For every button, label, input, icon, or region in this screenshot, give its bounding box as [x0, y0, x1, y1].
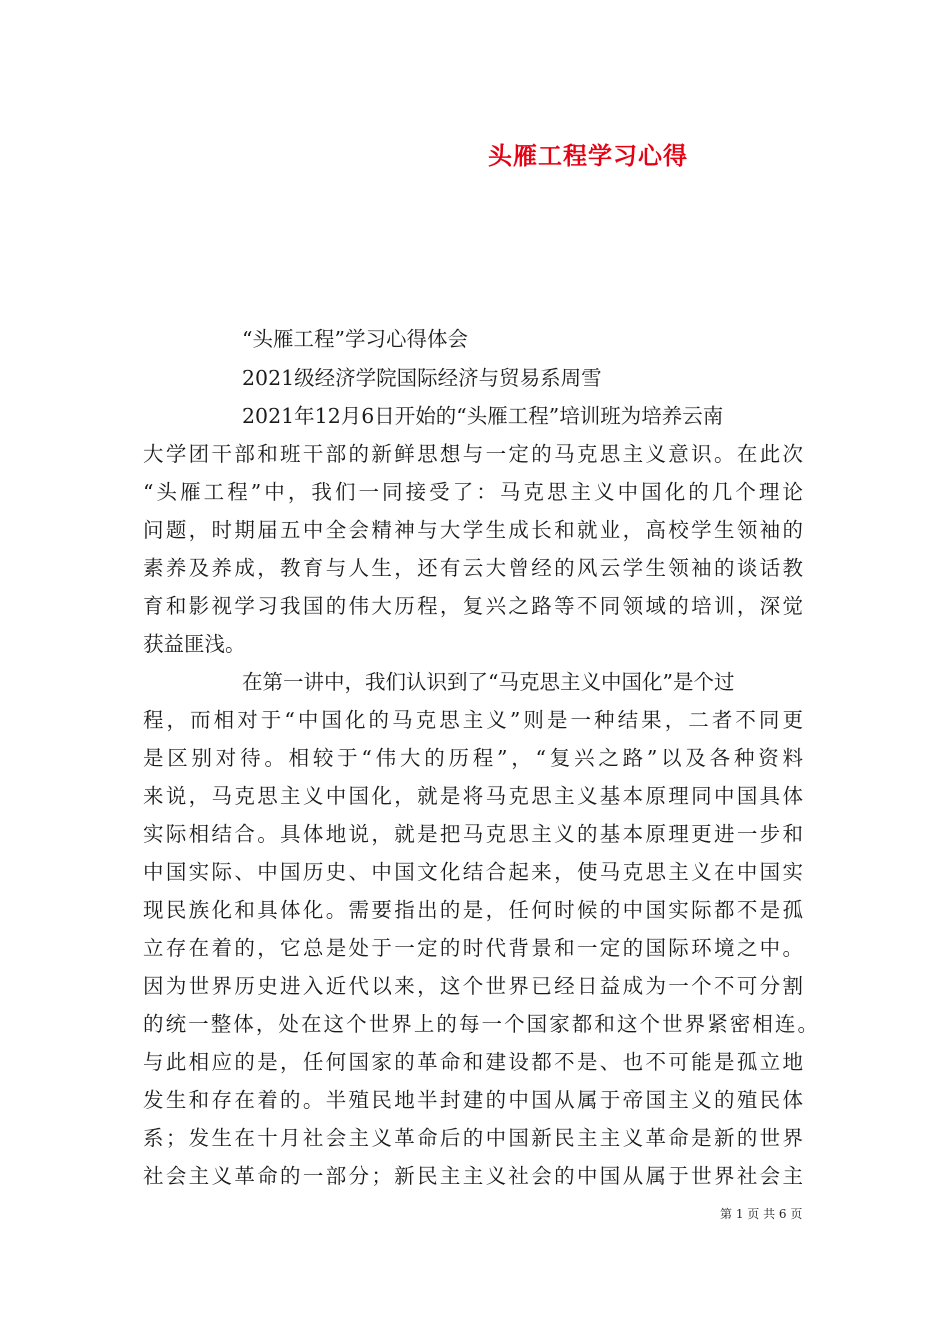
paragraph-2-line-10: 的统一整体，处在这个世界上的每一个国家都和这个世界紧密相连。 — [143, 1012, 818, 1036]
paragraph-2-line-5: 实际相结合。具体地说，就是把马克思主义的基本原理更进一步和 — [143, 822, 803, 846]
paragraph-2-line-2: 程，而相对于“中国化的马克思主义”则是一种结果，二者不同更 — [143, 708, 803, 732]
paragraph-2-line-9: 因为世界历史进入近代以来，这个世界已经日益成为一个不可分割 — [143, 974, 803, 998]
paragraph-2-line-12: 发生和存在着的。半殖民地半封建的中国从属于帝国主义的殖民体 — [143, 1088, 803, 1112]
paragraph-1-line-1: 2021年12月6日开始的“头雁工程”培训班为培养云南 — [242, 404, 724, 428]
paragraph-1-line-7: 获益匪浅。 — [143, 632, 246, 656]
paragraph-2-line-4: 来说，马克思主义中国化，就是将马克思主义基本原理同中国具体 — [143, 784, 803, 808]
paragraph-2-line-3: 是区别对待。相较于“伟大的历程”，“复兴之路”以及各种资料 — [143, 746, 803, 770]
page-number-footer: 第 1 页 共 6 页 — [720, 1207, 803, 1221]
document-title: 头雁工程学习心得 — [488, 141, 688, 170]
paragraph-2-line-8: 立存在着的，它总是处于一定的时代背景和一定的国际环境之中。 — [143, 936, 803, 960]
paragraph-1-line-2: 大学团干部和班干部的新鲜思想与一定的马克思主义意识。在此次 — [143, 442, 803, 466]
paragraph-1-line-4: 问题，时期届五中全会精神与大学生成长和就业，高校学生领袖的 — [143, 518, 803, 542]
paragraph-1-line-3: “头雁工程”中，我们一同接受了：马克思主义中国化的几个理论 — [143, 480, 803, 504]
paragraph-2-line-13: 系；发生在十月社会主义革命后的中国新民主主义革命是新的世界 — [143, 1126, 803, 1150]
paragraph-2-line-6: 中国实际、中国历史、中国文化结合起来，使马克思主义在中国实 — [143, 860, 803, 884]
paragraph-2-line-14: 社会主义革命的一部分；新民主主义社会的中国从属于世界社会主 — [143, 1164, 803, 1188]
paragraph-1-line-6: 育和影视学习我国的伟大历程，复兴之路等不同领域的培训，深觉 — [143, 594, 803, 618]
paragraph-2-line-7: 现民族化和具体化。需要指出的是，任何时候的中国实际都不是孤 — [143, 898, 803, 922]
paragraph-1-line-5: 素养及养成，教育与人生，还有云大曾经的风云学生领袖的谈话教 — [143, 556, 803, 580]
subtitle: “头雁工程”学习心得体会 — [242, 327, 468, 351]
paragraph-2-line-11: 与此相应的是，任何国家的革命和建设都不是、也不可能是孤立地 — [143, 1050, 803, 1074]
author-line: 2021级经济学院国际经济与贸易系周雪 — [242, 366, 602, 390]
paragraph-2-line-1: 在第一讲中，我们认识到了“马克思主义中国化”是个过 — [242, 670, 735, 694]
